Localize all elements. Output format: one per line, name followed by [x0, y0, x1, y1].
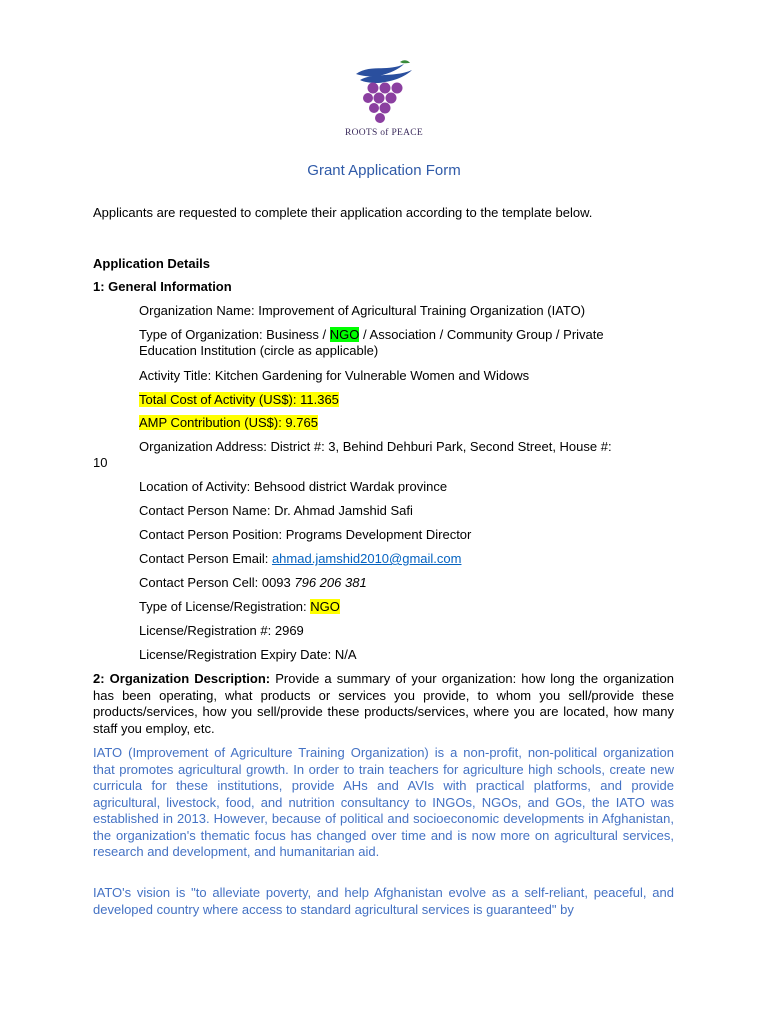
contact-name: Contact Person Name: Dr. Ahmad Jamshid Safi — [139, 503, 413, 518]
email-link[interactable]: ahmad.jamshid2010@gmail.com — [271, 551, 462, 566]
license-expiry: License/Registration Expiry Date: N/A — [139, 647, 357, 662]
org-description-answer-1: IATO (Improvement of Agriculture Training Organization) is a non-profit, non-political organization that promotes agricultural growth. In order to train teachers for agriculture high schools, create new curricula for these institutions, provide AHs and AVIs with practical platforms, and provide agricultural, livestock, food, and nutrition consultancy to INGOs, NGOs, and GOs, the IATO was established in 2013. However, because of political and socioeconomic developments in Afghanistan, the organization's thematic focus has changed over time and is now more on agricultural services, research and development, and humanitarian aid. — [93, 745, 674, 859]
org-description-answer-2: IATO's vision is "to alleviate poverty, and help Afghanistan evolve as a self-reliant, peaceful, and developed country where access to standard agricultural services is guaranteed" by — [93, 885, 674, 917]
logo-text: ROOTS of PEACE — [344, 128, 424, 138]
org-type-selected: NGO — [329, 327, 360, 342]
section-heading: Application Details — [93, 256, 211, 271]
grape-icon — [338, 58, 430, 128]
org-address-cont: 10 — [93, 455, 108, 470]
org-description-prompt: 2: Organization Description: Provide a summary of your organization: how long the organization has been operating, what products or services you provide, to whom you sell/provide these products/services, how you sell/provide these products/services, where you are located, how many staff you employ, etc. — [93, 671, 674, 736]
org-address: Organization Address: District #: 3, Behind Dehburi Park, Second Street, House #: — [139, 439, 612, 454]
org-type-line2: Education Institution (circle as applicable) — [139, 343, 379, 358]
activity-location: Location of Activity: Behsood district Wardak province — [139, 479, 448, 494]
org-description-heading: 2: Organization Description: — [93, 671, 271, 686]
page-title: Grant Application Form — [307, 162, 461, 179]
org-type: Type of Organization: Business / NGO / Association / Community Group / Private — [139, 327, 604, 342]
license-type: Type of License/Registration: NGO — [139, 599, 340, 614]
intro-text: Applicants are requested to complete their application according to the template below. — [93, 205, 593, 220]
contact-cell: Contact Person Cell: 0093 796 206 381 — [139, 575, 367, 590]
total-cost: Total Cost of Activity (US$): 11.365 — [139, 392, 339, 407]
contact-email: Contact Person Email: ahmad.jamshid2010@gmail.com — [139, 551, 462, 566]
license-number: License/Registration #: 2969 — [139, 623, 304, 638]
org-name: Organization Name: Improvement of Agricultural Training Organization (IATO) — [139, 303, 586, 318]
contact-position: Contact Person Position: Programs Development Director — [139, 527, 472, 542]
roots-of-peace-logo — [338, 58, 430, 142]
amp-contribution: AMP Contribution (US$): 9.765 — [139, 415, 318, 430]
activity-title: Activity Title: Kitchen Gardening for Vulnerable Women and Widows — [139, 368, 530, 383]
general-info-heading: 1: General Information — [93, 279, 232, 294]
